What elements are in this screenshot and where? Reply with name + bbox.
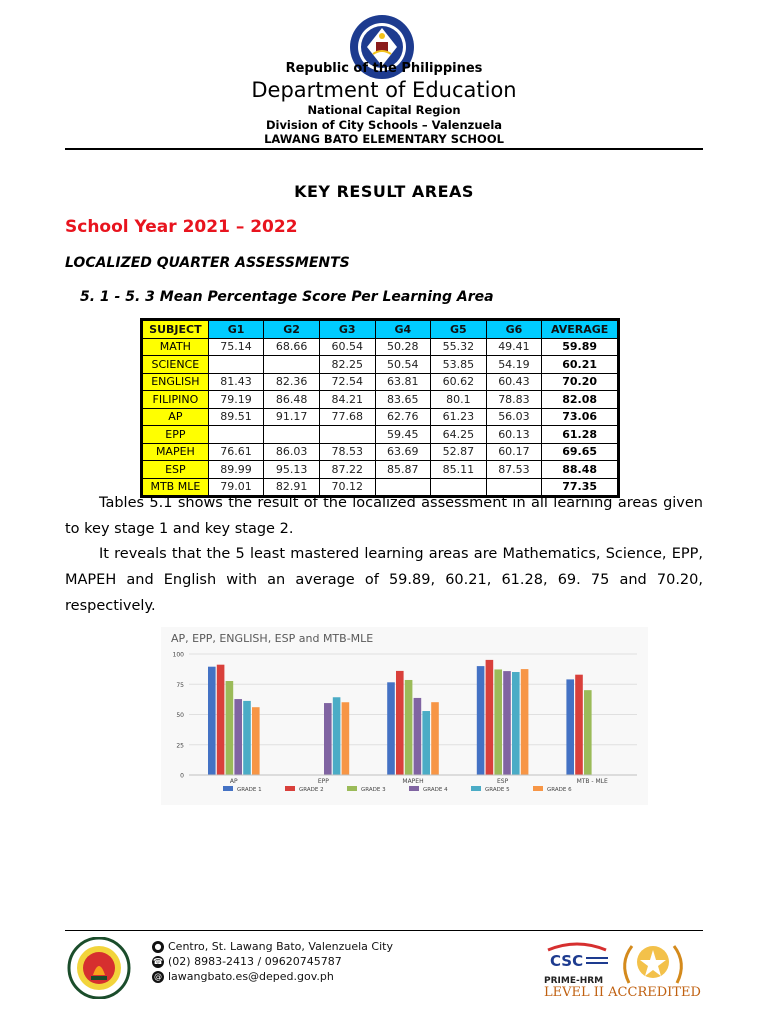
average-cell: 69.65 [542,443,619,461]
score-cell: 89.99 [208,461,264,479]
average-cell: 88.48 [542,461,619,479]
score-cell: 76.61 [208,443,264,461]
bar [503,671,511,775]
score-cell: 49.41 [486,338,542,356]
bar [217,665,225,775]
score-cell: 78.83 [486,391,542,409]
score-cell: 70.12 [319,478,375,497]
score-cell: 89.51 [208,408,264,426]
y-tick-label: 0 [180,772,184,780]
score-cell [208,356,264,374]
score-cell: 83.65 [375,391,431,409]
header-cell: G4 [375,320,431,339]
bar [396,671,404,775]
table-row [142,461,619,479]
table-header-row [142,320,619,339]
bar [584,690,592,775]
score-cell [319,426,375,444]
score-cell: 60.62 [431,373,487,391]
bar [512,672,520,775]
y-tick-label: 75 [176,681,184,689]
accreditation-emblem [614,938,692,988]
header-cell: G6 [486,320,542,339]
score-cell: 85.11 [431,461,487,479]
score-cell: 53.85 [431,356,487,374]
footer-email: lawangbato.es@deped.gov.ph [168,970,334,983]
score-cell: 84.21 [319,391,375,409]
score-cell: 60.43 [486,373,542,391]
email-icon: @ [154,972,162,981]
csc-logo [544,940,610,976]
school-name: LAWANG BATO ELEMENTARY SCHOOL [264,132,504,146]
legend-label: GRADE 3 [361,787,386,793]
score-cell: 79.01 [208,478,264,497]
score-cell: 63.81 [375,373,431,391]
score-cell: 63.69 [375,443,431,461]
table-row [142,443,619,461]
score-cell: 81.43 [208,373,264,391]
header-cell: AVERAGE [542,320,619,339]
bar [422,711,430,775]
bar [494,669,502,775]
bar [575,675,583,775]
bar [486,660,494,775]
average-cell: 70.20 [542,373,619,391]
score-cell: 80.1 [431,391,487,409]
school-logo [64,937,134,999]
legend-swatch [223,786,233,791]
bar [414,698,422,775]
header-rule [65,148,703,150]
average-cell: 61.28 [542,426,619,444]
bar [566,679,574,775]
region-text: National Capital Region [307,103,461,117]
bar [324,703,332,775]
score-cell: 61.23 [431,408,487,426]
republic-text: Republic of the Philippines [285,61,483,76]
score-cell: 77.68 [319,408,375,426]
score-cell: 50.28 [375,338,431,356]
x-tick-label: EPP [317,778,329,785]
score-cell: 68.66 [264,338,320,356]
bar-chart [161,627,648,805]
table-row [142,338,619,356]
legend-swatch [347,786,357,791]
score-cell: 87.53 [486,461,542,479]
x-tick-label: ESP [496,778,509,785]
score-cell: 50.54 [375,356,431,374]
y-tick-label: 25 [176,742,184,750]
score-cell: 55.32 [431,338,487,356]
score-cell [264,426,320,444]
x-tick-label: AP [229,778,238,785]
average-cell: 60.21 [542,356,619,374]
score-cell [264,356,320,374]
bar [521,669,529,775]
bar [477,666,485,775]
mps-table [140,318,620,498]
svg-text:CSC: CSC [550,952,584,970]
score-cell: 86.48 [264,391,320,409]
legend-label: GRADE 4 [423,787,448,793]
prime-hrm-label: PRIME-HRM [544,976,604,986]
bar-chart-panel [161,627,648,805]
footer-rule [65,930,703,931]
paragraph-2: It reveals that the 5 least mastered learning areas are Mathematics, Science, EPP, MAPEH and English with an average of 59.89, 60.21, 61.28, 69. 75 and 70.20, respectively. [65,546,703,614]
table-row [142,356,619,374]
school-year: School Year 2021 – 2022 [65,217,298,237]
score-cell: 82.36 [264,373,320,391]
score-cell [208,426,264,444]
bar [387,682,395,775]
subject-cell: MAPEH [142,443,209,461]
bar [342,702,350,775]
score-cell: 82.91 [264,478,320,497]
score-cell: 64.25 [431,426,487,444]
chart-title: AP, EPP, ENGLISH, ESP and MTB-MLE [171,632,374,645]
department-title: Department of Education [251,78,517,102]
score-cell: 56.03 [486,408,542,426]
bar [243,701,251,775]
subject-cell: ESP [142,461,209,479]
legend-label: GRADE 1 [237,787,262,793]
bar [226,681,234,775]
legend-swatch [409,786,419,791]
header-cell: G3 [319,320,375,339]
legend-label: GRADE 2 [299,787,324,793]
x-tick-label: MAPEH [402,778,424,785]
paragraph-1: Tables 5.1 shows the result of the localized assessment in all learning areas given to key stage 1 and key stage 2. [65,495,703,537]
score-cell: 82.25 [319,356,375,374]
score-cell: 60.54 [319,338,375,356]
score-cell: 78.53 [319,443,375,461]
subject-cell: EPP [142,426,209,444]
subject-cell: MTB MLE [142,478,209,497]
header-cell: G1 [208,320,264,339]
x-tick-label: MTB - MLE [576,778,608,785]
score-cell: 60.17 [486,443,542,461]
score-cell: 75.14 [208,338,264,356]
level-accredited-label: LEVEL II ACCREDITED [544,985,701,1000]
table-row [142,408,619,426]
division-text: Division of City Schools – Valenzuela [265,118,503,132]
bar [208,667,216,775]
phone-icon: ☎ [153,957,163,966]
table-row [142,373,619,391]
bar [405,680,413,775]
legend-label: GRADE 5 [485,787,510,793]
section-heading: LOCALIZED QUARTER ASSESSMENTS [65,255,350,271]
score-cell: 54.19 [486,356,542,374]
score-cell: 62.76 [375,408,431,426]
subject-cell: MATH [142,338,209,356]
legend-swatch [533,786,543,791]
y-tick-label: 100 [172,651,184,659]
average-cell: 77.35 [542,478,619,497]
subsection-heading: 5. 1 - 5. 3 Mean Percentage Score Per Learning Area [80,289,494,305]
header-cell: G5 [431,320,487,339]
score-cell: 85.87 [375,461,431,479]
score-cell: 79.19 [208,391,264,409]
subject-cell: AP [142,408,209,426]
score-cell: 86.03 [264,443,320,461]
header-cell: G2 [264,320,320,339]
score-cell: 60.13 [486,426,542,444]
footer-phone: (02) 8983-2413 / 09620745787 [168,955,342,968]
average-cell: 73.06 [542,408,619,426]
score-cell: 95.13 [264,461,320,479]
y-tick-label: 50 [176,712,184,719]
bar [234,699,242,775]
legend-label: GRADE 6 [547,787,572,793]
footer-address: Centro, St. Lawang Bato, Valenzuela City [168,940,393,953]
score-cell: 52.87 [431,443,487,461]
location-icon: ● [152,941,164,953]
score-cell: 87.22 [319,461,375,479]
bar [431,702,439,775]
average-cell: 82.08 [542,391,619,409]
legend-swatch [285,786,295,791]
average-cell: 59.89 [542,338,619,356]
bar [333,697,341,775]
score-cell: 72.54 [319,373,375,391]
page-title: KEY RESULT AREAS [294,182,474,201]
subject-cell: ENGLISH [142,373,209,391]
subject-cell: FILIPINO [142,391,209,409]
bar [252,707,260,775]
score-cell: 91.17 [264,408,320,426]
table-row [142,391,619,409]
subject-cell: SCIENCE [142,356,209,374]
header-cell: SUBJECT [142,320,209,339]
score-cell: 59.45 [375,426,431,444]
legend-swatch [471,786,481,791]
table-row [142,426,619,444]
